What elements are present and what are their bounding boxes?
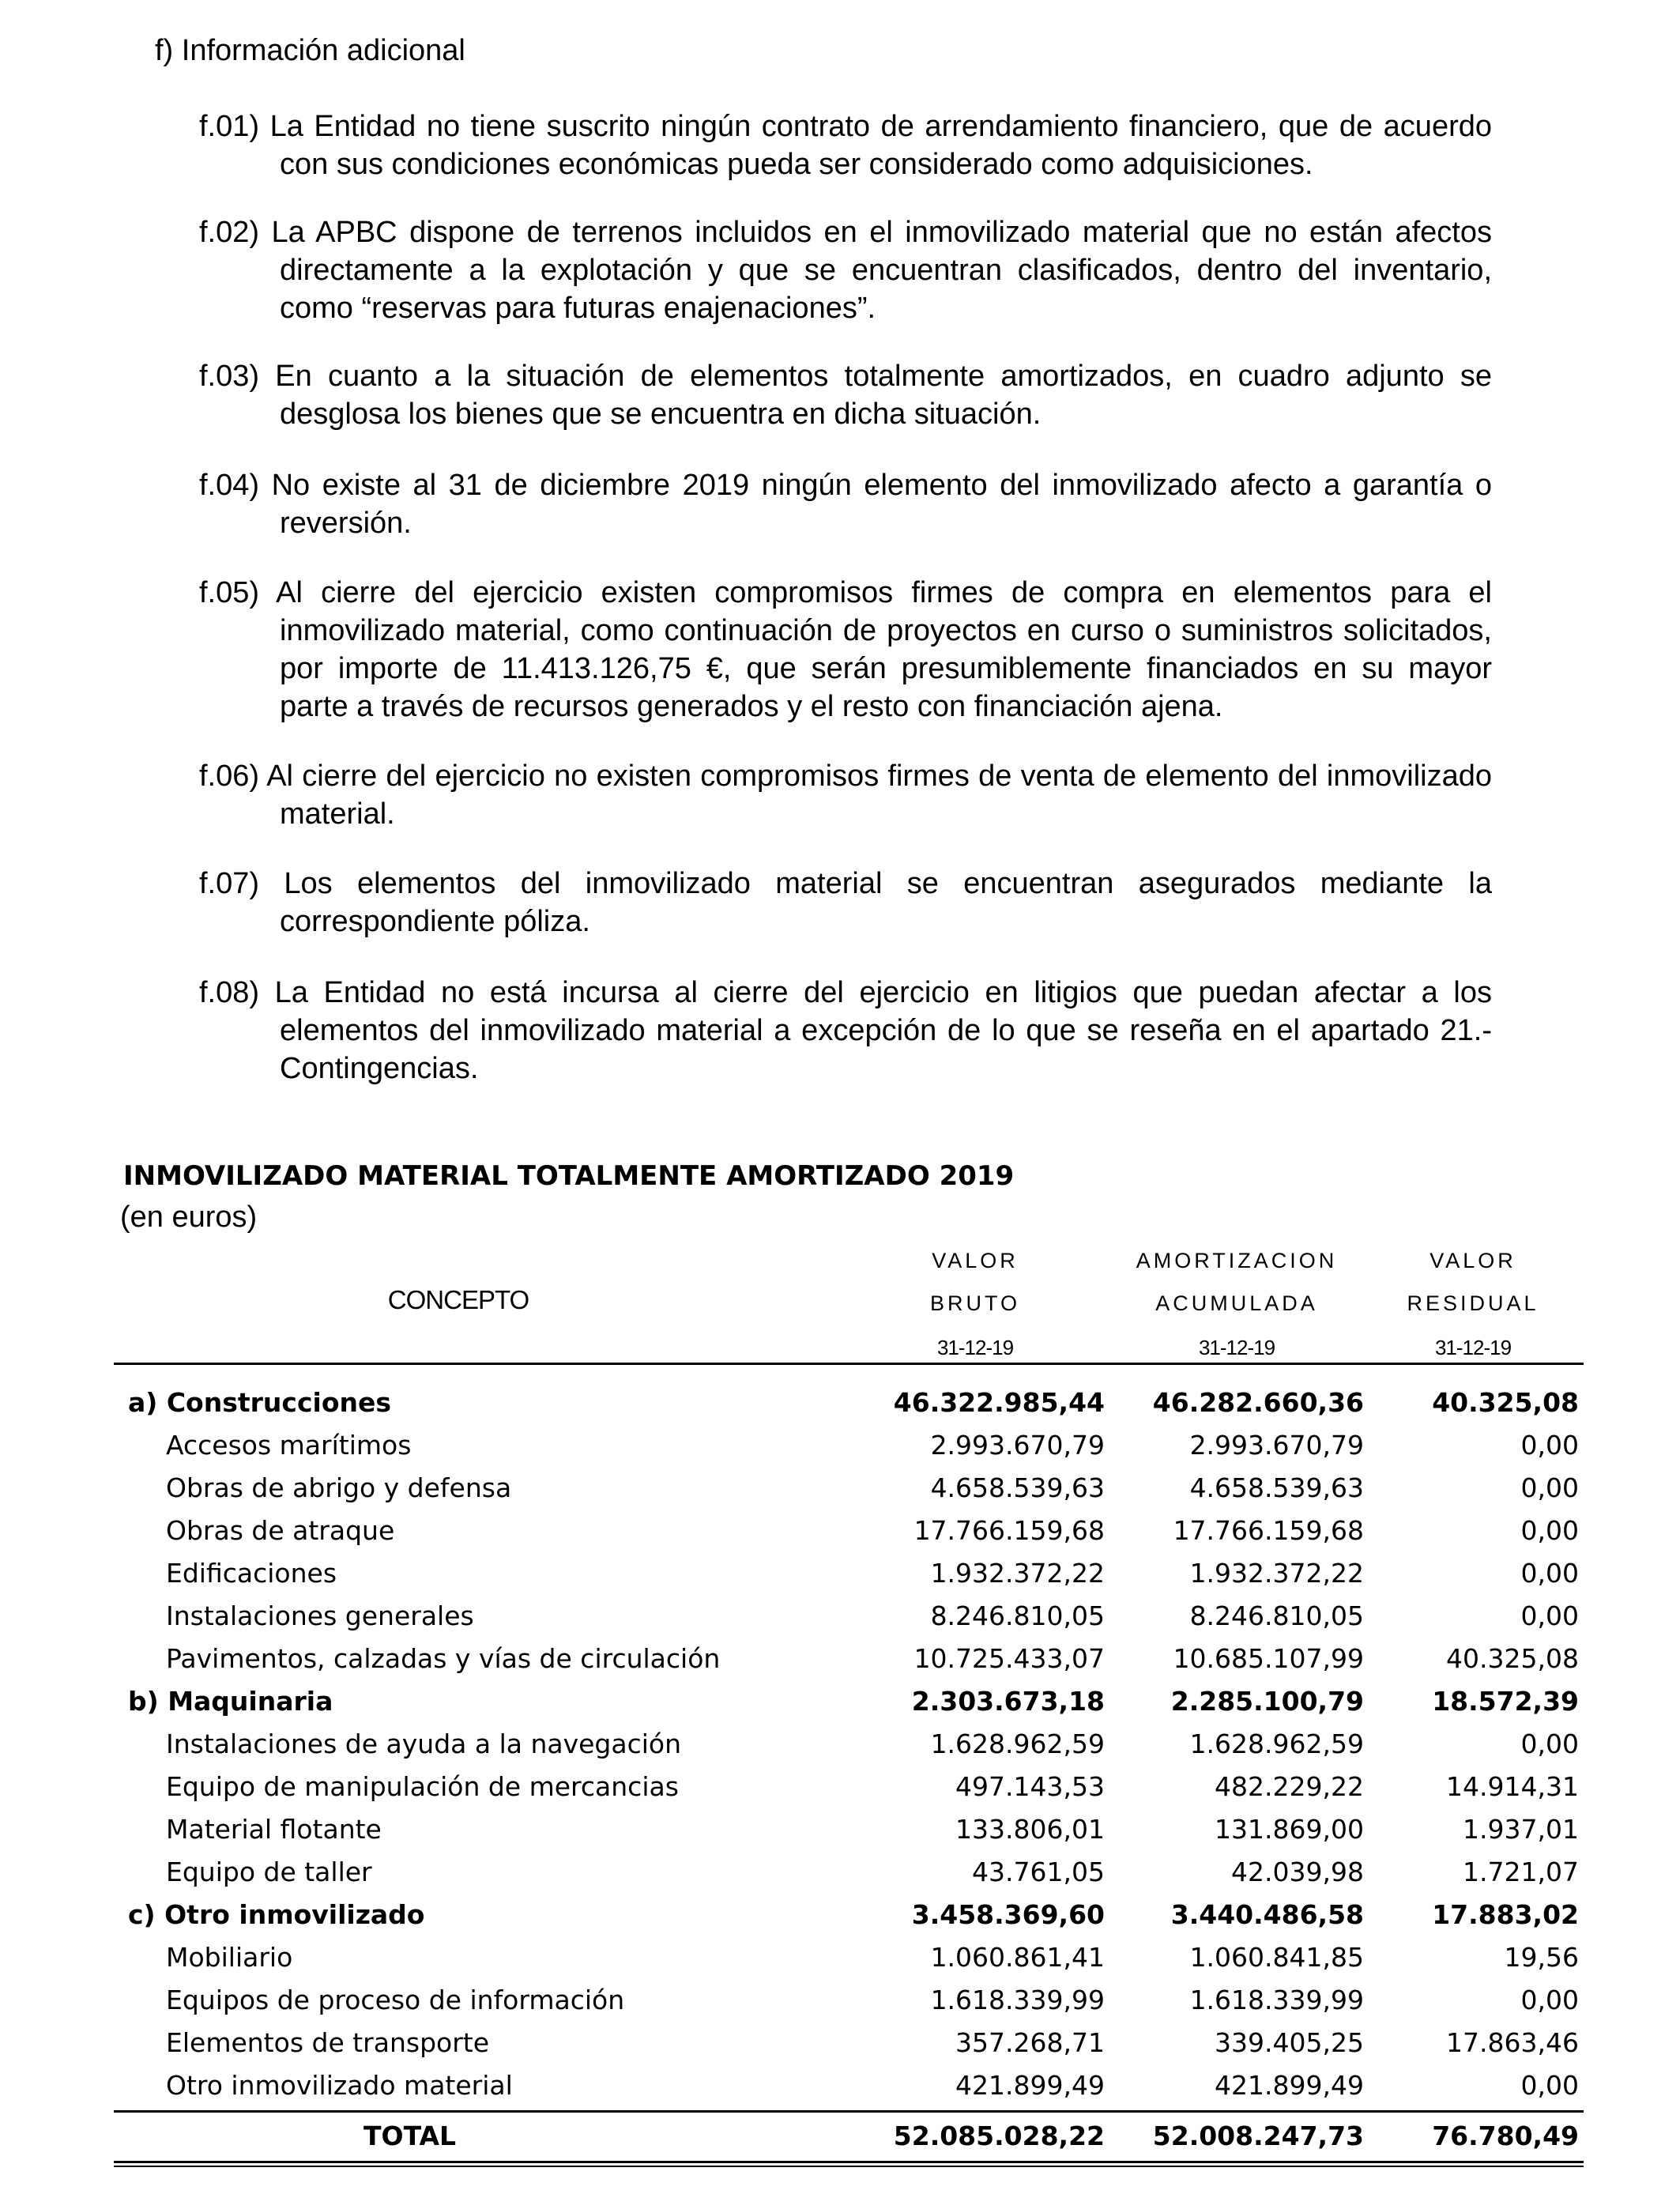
row-gross-value: 357.268,71 — [955, 2027, 1105, 2058]
row-label: Obras de abrigo y defensa — [166, 1472, 512, 1503]
paragraph-text: f.03) En cuanto a la situación de elementos totalmente amortizados, en cuadro adjunto se desglosa los bienes que se encuentra en dicha situación. — [199, 360, 1492, 431]
paragraph-f05 — [199, 574, 1492, 726]
row-accumulated-amortization: 3.440.486,58 — [1170, 1899, 1364, 1930]
row-label: a) Construcciones — [128, 1387, 392, 1418]
row-label: Instalaciones de ayuda a la navegación — [166, 1728, 682, 1759]
paragraph-f07 — [199, 865, 1492, 941]
row-gross-value: 46.322.985,44 — [893, 1387, 1105, 1418]
row-gross-value: 1.060.861,41 — [930, 1942, 1105, 1973]
table-row — [0, 1424, 1680, 1467]
header-col3-date: 31-12-19 — [1434, 1336, 1512, 1359]
row-accumulated-amortization: 1.060.841,85 — [1189, 1942, 1364, 1973]
row-gross-value: 1.932.372,22 — [930, 1558, 1105, 1589]
row-label: Elementos de transporte — [166, 2027, 490, 2058]
row-accumulated-amortization: 421.899,49 — [1215, 2070, 1364, 2101]
row-gross-value: 10.725.433,07 — [913, 1643, 1105, 1674]
table-subtitle: (en euros) — [120, 1201, 258, 1234]
total-residual-value: 76.780,49 — [1432, 2120, 1579, 2151]
row-gross-value: 133.806,01 — [955, 1814, 1105, 1845]
table-row — [0, 1766, 1680, 1808]
row-residual-value: 0,00 — [1520, 1558, 1579, 1589]
paragraph-text: f.06) Al cierre del ejercicio no existen compromisos firmes de venta de elemento del inmovilizado material. — [199, 760, 1492, 831]
total-divider-bottom-2 — [114, 2166, 1584, 2167]
row-residual-value: 0,00 — [1520, 1515, 1579, 1546]
row-residual-value: 18.572,39 — [1432, 1686, 1579, 1717]
total-accumulated-amortization: 52.008.247,73 — [1152, 2120, 1364, 2151]
row-label: b) Maquinaria — [128, 1686, 333, 1717]
row-residual-value: 14.914,31 — [1446, 1771, 1579, 1802]
row-accumulated-amortization: 42.039,98 — [1231, 1857, 1364, 1887]
row-residual-value: 0,00 — [1520, 1985, 1579, 2015]
row-label: Otro inmovilizado material — [166, 2070, 513, 2101]
row-label: Instalaciones generales — [166, 1600, 474, 1631]
row-gross-value: 1.618.339,99 — [930, 1985, 1105, 2015]
row-gross-value: 497.143,53 — [955, 1771, 1105, 1802]
table-row — [0, 2022, 1680, 2064]
row-accumulated-amortization: 10.685.107,99 — [1173, 1643, 1364, 1674]
table-row — [0, 2064, 1680, 2107]
row-accumulated-amortization: 131.869,00 — [1215, 1814, 1364, 1845]
row-label: c) Otro inmovilizado — [128, 1899, 425, 1930]
row-label: Equipos de proceso de información — [166, 1985, 625, 2015]
row-gross-value: 8.246.810,05 — [930, 1600, 1105, 1631]
header-col2-date: 31-12-19 — [1198, 1336, 1275, 1359]
row-residual-value: 40.325,08 — [1446, 1643, 1579, 1674]
table-row — [0, 1851, 1680, 1894]
header-concept: CONCEPTO — [387, 1285, 529, 1314]
table-row — [0, 1979, 1680, 2022]
row-residual-value: 0,00 — [1520, 1728, 1579, 1759]
table-row — [0, 1382, 1680, 1424]
paragraph-text: f.04) No existe al 31 de diciembre 2019 ningún elemento del inmovilizado afecto a garantía o reversión. — [199, 469, 1492, 540]
header-col3-line2: RESIDUAL — [1407, 1291, 1539, 1315]
row-residual-value: 1.721,07 — [1463, 1857, 1579, 1887]
row-residual-value: 0,00 — [1520, 2070, 1579, 2101]
row-label: Material flotante — [166, 1814, 382, 1845]
total-divider-top — [114, 2110, 1584, 2113]
row-residual-value: 0,00 — [1520, 1430, 1579, 1461]
row-accumulated-amortization: 17.766.159,68 — [1173, 1515, 1364, 1546]
row-accumulated-amortization: 2.285.100,79 — [1170, 1686, 1364, 1717]
paragraph-text: f.08) La Entidad no está incursa al cierre del ejercicio en litigios que puedan afectar a los elementos del inmovilizado material a excepción de lo que se reseña en el apartado 21.- Contingencias. — [199, 976, 1492, 1085]
paragraph-text: f.07) Los elementos del inmovilizado material se encuentran asegurados mediante la correspondiente póliza. — [199, 867, 1492, 938]
paragraph-f06 — [199, 757, 1492, 833]
header-col1-line2: BRUTO — [929, 1291, 1020, 1315]
row-label: Edificaciones — [166, 1558, 337, 1589]
header-col3-line1: VALOR — [1430, 1249, 1516, 1272]
header-col2-line2: ACUMULADA — [1155, 1291, 1318, 1315]
row-accumulated-amortization: 4.658.539,63 — [1189, 1472, 1364, 1503]
row-residual-value: 17.883,02 — [1432, 1899, 1579, 1930]
total-divider-bottom-1 — [114, 2161, 1584, 2163]
row-label: Pavimentos, calzadas y vías de circulación — [166, 1643, 721, 1674]
row-residual-value: 0,00 — [1520, 1472, 1579, 1503]
row-label: Mobiliario — [166, 1942, 293, 1973]
table-row — [0, 1638, 1680, 1680]
row-accumulated-amortization: 1.628.962,59 — [1189, 1728, 1364, 1759]
table-row — [0, 1894, 1680, 1936]
row-gross-value: 3.458.369,60 — [911, 1899, 1105, 1930]
table-row — [0, 1808, 1680, 1851]
paragraph-f04 — [199, 466, 1492, 542]
paragraph-f02 — [199, 213, 1492, 327]
row-residual-value: 19,56 — [1504, 1942, 1579, 1973]
row-gross-value: 2.303.673,18 — [911, 1686, 1105, 1717]
row-residual-value: 17.863,46 — [1446, 2027, 1579, 2058]
total-row — [0, 2115, 1680, 2158]
paragraph-f01 — [199, 107, 1492, 183]
row-label: Obras de atraque — [166, 1515, 395, 1546]
header-col1-date: 31-12-19 — [936, 1336, 1014, 1359]
table-row — [0, 1510, 1680, 1552]
header-col1-line1: VALOR — [932, 1249, 1019, 1272]
row-label: Equipo de taller — [166, 1857, 372, 1887]
table-row — [0, 1595, 1680, 1638]
row-accumulated-amortization: 482.229,22 — [1215, 1771, 1364, 1802]
table-row — [0, 1936, 1680, 1979]
row-gross-value: 421.899,49 — [955, 2070, 1105, 2101]
row-label: Accesos marítimos — [166, 1430, 412, 1461]
row-accumulated-amortization: 2.993.670,79 — [1189, 1430, 1364, 1461]
header-col2-line1: AMORTIZACION — [1136, 1249, 1338, 1272]
paragraph-text: f.01) La Entidad no tiene suscrito ningún contrato de arrendamiento financiero, que de acuerdo con sus condiciones económicas pueda ser considerado como adquisiciones. — [199, 110, 1492, 181]
paragraph-text: f.05) Al cierre del ejercicio existen compromisos firmes de compra en elementos para el inmovilizado material, como continuación de proyectos en curso o suministros solicitados, por importe de 11.413.126,75 €, que serán presumiblemente financiados en su mayor parte a través de recursos generados y el resto con financiación ajena. — [199, 576, 1492, 723]
row-accumulated-amortization: 339.405,25 — [1215, 2027, 1364, 2058]
row-gross-value: 43.761,05 — [972, 1857, 1105, 1887]
total-label: TOTAL — [363, 2120, 457, 2151]
row-accumulated-amortization: 1.618.339,99 — [1189, 1985, 1364, 2015]
row-residual-value: 40.325,08 — [1432, 1387, 1579, 1418]
row-accumulated-amortization: 46.282.660,36 — [1152, 1387, 1364, 1418]
row-gross-value: 1.628.962,59 — [930, 1728, 1105, 1759]
total-gross-value: 52.085.028,22 — [893, 2120, 1105, 2151]
row-accumulated-amortization: 1.932.372,22 — [1189, 1558, 1364, 1589]
paragraph-f03 — [199, 357, 1492, 433]
table-row — [0, 1680, 1680, 1723]
row-gross-value: 2.993.670,79 — [930, 1430, 1105, 1461]
row-gross-value: 4.658.539,63 — [930, 1472, 1105, 1503]
row-accumulated-amortization: 8.246.810,05 — [1189, 1600, 1364, 1631]
row-residual-value: 1.937,01 — [1463, 1814, 1579, 1845]
table-row — [0, 1552, 1680, 1595]
row-residual-value: 0,00 — [1520, 1600, 1579, 1631]
table-row — [0, 1467, 1680, 1510]
table-row — [0, 1723, 1680, 1766]
row-gross-value: 17.766.159,68 — [913, 1515, 1105, 1546]
row-label: Equipo de manipulación de mercancias — [166, 1771, 679, 1802]
section-title: f) Información adicional — [155, 34, 465, 67]
header-divider — [114, 1363, 1584, 1365]
paragraph-text: f.02) La APBC dispone de terrenos incluidos en el inmovilizado material que no están afectos directamente a la explotación y que se encuentran clasificados, dentro del inventario, como “reservas para futuras enajenaciones”. — [199, 216, 1492, 325]
table-title: INMOVILIZADO MATERIAL TOTALMENTE AMORTIZADO 2019 — [123, 1160, 1015, 1192]
paragraph-f08 — [199, 974, 1492, 1088]
